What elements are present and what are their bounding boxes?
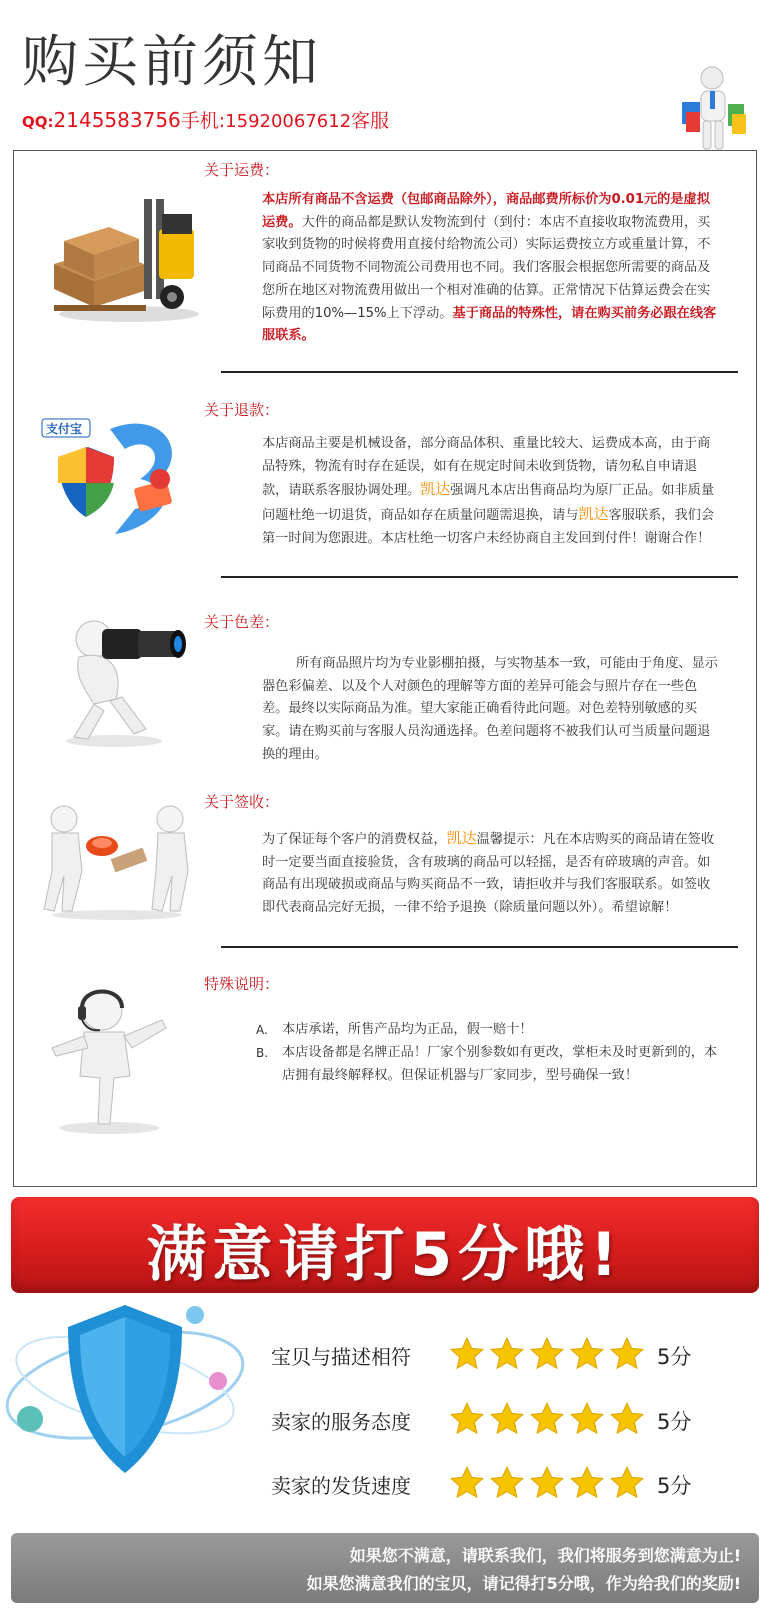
section-title-shipping: 关于运费： [204, 161, 280, 179]
rating-banner [11, 1197, 759, 1293]
section-title-receipt: 关于签收： [204, 793, 280, 811]
refund-body-2: 强调凡本店出售商品均为原厂正品。如非质量问题杜绝一切退货，商品如存在质量问题需退换，请与 [262, 483, 715, 524]
divider [221, 576, 738, 578]
color-text: 所有商品照片均为专业影棚拍摄，与实物基本一致，可能由于角度、显示器色彩偏差、以及个人对颜色的理解等方面的差异可能会与照片存在一些色差。最终以实际商品为准。望大家能正确看待此问题。对色差特别敏感的买家。请在购买前与客服人员沟通选择。色差问题将不被我们认可当质量问题退换的理由。 [262, 656, 718, 762]
rating-label: 卖家的服务态度 [271, 1410, 411, 1434]
shipping-text [262, 189, 722, 348]
star-icon [609, 1401, 645, 1437]
star-rating [449, 1336, 645, 1372]
shield-orbit-icon [0, 1305, 250, 1480]
receipt-body-1: 为了保证每个客户的消费权益， [262, 832, 447, 847]
shipping-emphasis-1: 本店所有商品不含运费（包邮商品除外），商品邮费所标价为0.01元的是虚拟运费。 [262, 192, 710, 230]
star-rating [449, 1401, 645, 1437]
forklift-icon [44, 179, 204, 329]
mobile-label: 手机: [180, 110, 226, 132]
handover-people-icon [42, 801, 192, 921]
star-icon [489, 1465, 525, 1501]
rating-label: 宝贝与描述相符 [271, 1345, 411, 1369]
receipt-body-2: 温馨提示：凡在本店购买的商品请在签收时一定要当面直接验货，含有玻璃的商品可以轻摇，是否有碎玻璃的声音。如商品有出现破损或商品与购买商品不一致，请拒收并与我们客服联系。如签收即代表商品完好无损，一律不给予退换（除质量问题以外）。希望谅解！ [262, 832, 715, 916]
headset-person-icon [44, 986, 174, 1136]
footer-line-1: 如果您不满意，请联系我们，我们将服务到您满意为止! [349, 1546, 741, 1565]
service-label: 客服 [351, 110, 390, 132]
contact-line [22, 106, 389, 133]
shipping-body: 大件的商品都是默认发物流到付（到付：本店不直接收取物流费用，买家收到货物的时候将费用直接付给物流公司）实际运费按立方或重量计算，不同商品不同货物不同物流公司费用也不同。我们客服会根据您所需要的商品及您所在地区对物流费用做出一个相对准确的估算。正常情况下估算运费会在实际费用的10%—15%上下浮动。 [262, 214, 711, 321]
alipay-logo-text: 支付宝 [46, 422, 83, 436]
star-icon [529, 1401, 565, 1437]
star-icon [489, 1401, 525, 1437]
section-title-special: 特殊说明： [204, 975, 280, 993]
notice-box [13, 150, 757, 1187]
special-item-b: 本店设备都是名牌正品！厂家个别参数如有更改，掌柜未及时更新到的，本店拥有最终解释权。但保证机器与厂家同步，型号确保一致！ [282, 1045, 718, 1083]
star-icon [609, 1336, 645, 1372]
star-icon [449, 1465, 485, 1501]
star-icon [489, 1336, 525, 1372]
star-icon [449, 1336, 485, 1372]
camera-person-icon [54, 609, 189, 749]
star-icon [449, 1401, 485, 1437]
footer-line-2: 如果您满意我们的宝贝，请记得打5分哦，作为给我们的奖励! [306, 1574, 741, 1593]
person-shopping-icon [674, 64, 754, 154]
receipt-text [262, 827, 722, 920]
star-icon [609, 1465, 645, 1501]
footer-bar [11, 1533, 759, 1603]
divider [221, 946, 738, 948]
brand-name: 凯达 [446, 829, 477, 847]
star-icon [569, 1401, 605, 1437]
special-item-a: 本店承诺，所售产品均为正品，假一赔十！ [282, 1022, 533, 1037]
rating-score: 5分 [657, 1345, 692, 1369]
rating-score: 5分 [657, 1474, 692, 1498]
star-icon [529, 1465, 565, 1501]
refund-body-1: 本店商品主要是机械设备，部分商品体积、重量比较大、运费成本高，由于商品特殊，物流有时存在延误，如有在规定时间未收到货物，请勿私自申请退款，请联系客服协调处理。 [262, 436, 711, 499]
rating-label: 卖家的发货速度 [271, 1474, 411, 1498]
page-title: 购买前须知 [22, 30, 322, 95]
section-title-refund: 关于退款： [204, 401, 280, 419]
rating-score: 5分 [657, 1410, 692, 1434]
section-title-color: 关于色差： [204, 613, 280, 631]
qq-label: QQ: [22, 113, 54, 131]
brand-name: 凯达 [578, 505, 609, 524]
divider [221, 371, 738, 373]
mobile-number: 15920067612 [225, 111, 352, 132]
star-icon [569, 1336, 605, 1372]
refund-text [262, 433, 722, 551]
star-rating [449, 1465, 645, 1501]
shipping-emphasis-2: 基于商品的特殊性，请在购买前务必跟在线客服联系。 [262, 305, 717, 344]
banner-text: 满意请打5分哦! [146, 1220, 624, 1290]
star-icon [529, 1336, 565, 1372]
star-icon [569, 1465, 605, 1501]
brand-name: 凯达 [420, 480, 451, 499]
item-marker: A. [256, 1023, 268, 1037]
refund-body-3: 客服联系，我们会第一时间为您跟进。本店杜绝一切客户未经协商自主发回到付件！谢谢合作！ [262, 508, 715, 546]
alipay-shield-icon [40, 409, 190, 544]
qq-number: 2145583756 [53, 108, 181, 132]
item-marker: B. [256, 1046, 269, 1060]
